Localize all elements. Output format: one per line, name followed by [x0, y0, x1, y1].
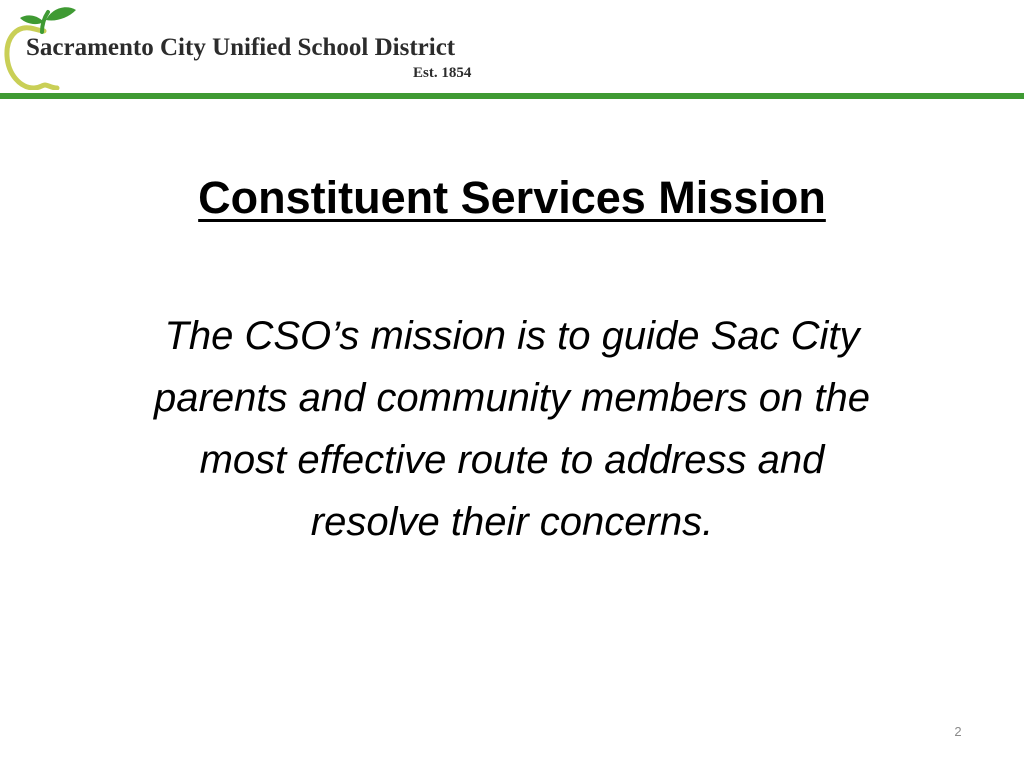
slide-title-text: Constituent Services Mission	[198, 172, 826, 223]
page-number: 2	[954, 724, 962, 739]
mission-statement: The CSO’s mission is to guide Sac City parents and community members on the most effective route to address and resolve their concerns.	[154, 314, 870, 544]
established-year: Est. 1854	[413, 65, 472, 81]
header-divider	[0, 93, 1024, 99]
organization-name: Sacramento City Unified School District	[26, 34, 456, 61]
slide-title	[0, 170, 1024, 226]
slide-header	[0, 0, 1024, 100]
